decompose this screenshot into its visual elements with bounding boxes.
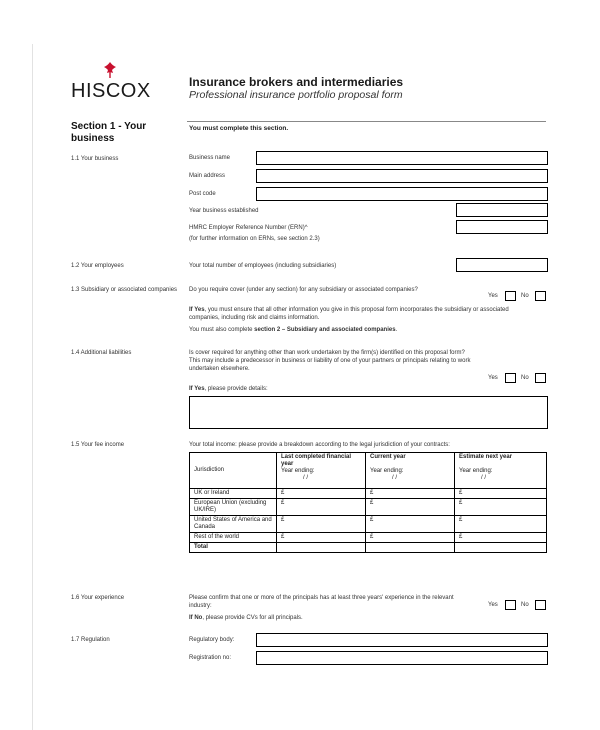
post-code-field[interactable]	[256, 187, 548, 201]
current-year-ending: Year ending:	[370, 468, 404, 474]
q14-text: Is cover required for anything other than work undertaken by the firm(s) identified on this proposal form? This may include a predecessor in business or liability of one of your partners or principals relating to work undertaken elsewhere.	[189, 350, 471, 372]
q15-label: 1.5 Your fee income	[71, 442, 125, 448]
business-name-label: Business name	[189, 155, 231, 161]
cell-amount[interactable]: £	[455, 499, 547, 516]
row-european-union: European Union (excluding UK/IRE)	[190, 499, 277, 516]
row-rest-of-world: Rest of the world	[190, 533, 277, 543]
table-row	[190, 533, 547, 543]
section-instruction: You must complete this section.	[189, 125, 289, 132]
q14-details-field[interactable]	[189, 396, 548, 429]
q14-no-checkbox[interactable]	[535, 373, 546, 383]
q13-complete-bold: section 2 – Subsidiary and associated companies	[254, 327, 396, 333]
header-last-year-title: Last completed financial year	[281, 454, 352, 467]
main-address-label: Main address	[189, 173, 226, 179]
cell-total[interactable]	[366, 543, 455, 553]
row-total: Total	[190, 543, 277, 553]
current-year-date[interactable]: / /	[392, 475, 398, 481]
q13-yes-checkbox[interactable]	[505, 291, 516, 301]
q12-text: Your total number of employees (including subsidiaries)	[189, 263, 337, 269]
cell-amount[interactable]: £	[277, 499, 366, 516]
q13-complete-prefix: You must also complete	[189, 327, 255, 333]
q13-complete-suffix: .	[395, 327, 398, 333]
ern-field[interactable]	[456, 220, 548, 234]
section-divider	[187, 121, 546, 122]
table-header-row	[190, 453, 547, 489]
cell-amount[interactable]: £	[277, 533, 366, 543]
cell-amount[interactable]: £	[455, 516, 547, 533]
registration-no-label: Registration no:	[189, 655, 232, 661]
last-year-ending: Year ending:	[281, 468, 315, 474]
q14-no-label: No	[521, 375, 529, 381]
header-last-year	[277, 453, 366, 489]
regulatory-body-label: Regulatory body:	[189, 637, 235, 643]
cell-amount[interactable]: £	[277, 516, 366, 533]
q16-no-label: No	[521, 602, 529, 608]
cell-amount[interactable]: £	[277, 489, 366, 499]
next-year-date[interactable]: / /	[481, 475, 487, 481]
section-title: Section 1 - Your business	[71, 121, 147, 144]
q13-if-yes	[189, 306, 534, 322]
cell-amount[interactable]: £	[455, 489, 547, 499]
q16-yes-label: Yes	[488, 602, 498, 608]
cell-amount[interactable]: £	[366, 533, 455, 543]
cell-amount[interactable]: £	[366, 489, 455, 499]
q17-label: 1.7 Regulation	[71, 637, 110, 643]
main-address-field[interactable]	[256, 169, 548, 183]
fee-income-table	[189, 452, 547, 553]
header-next-year-title: Estimate next year	[459, 454, 513, 460]
q13-complete-note	[189, 326, 539, 334]
row-uk-ireland: UK or Ireland	[190, 489, 277, 499]
q12-label: 1.2 Your employees	[71, 263, 124, 269]
q13-if-yes-prefix: If Yes	[189, 307, 205, 313]
cell-amount[interactable]: £	[455, 533, 547, 543]
next-year-ending: Year ending:	[459, 468, 493, 474]
brand-name: HISCOX	[71, 80, 151, 102]
registration-no-field[interactable]	[256, 651, 548, 665]
header-current-year-title: Current year	[370, 454, 406, 460]
q13-text: Do you require cover (under any section) for any subsidiary or associated companies?	[189, 287, 418, 293]
q14-if-yes	[189, 385, 268, 393]
cell-amount[interactable]: £	[366, 499, 455, 516]
year-established-label: Year business established	[189, 208, 259, 214]
ern-label: HMRC Employer Reference Number (ERN)^	[189, 225, 308, 231]
ern-note: (for further information on ERNs, see section 2.3)	[189, 236, 320, 242]
q11-label: 1.1 Your business	[71, 156, 119, 162]
page-margin-rule	[32, 44, 33, 730]
last-year-date[interactable]: / /	[303, 475, 309, 481]
document-title: Insurance brokers and intermediaries	[189, 75, 404, 89]
table-row	[190, 516, 547, 533]
table-row	[190, 499, 547, 516]
regulatory-body-field[interactable]	[256, 633, 548, 647]
row-usa-canada: United States of America and Canada	[190, 516, 277, 533]
q14-if-yes-text: , please provide details:	[204, 386, 268, 392]
cell-amount[interactable]: £	[366, 516, 455, 533]
q13-no-label: No	[521, 293, 529, 299]
q13-if-yes-text: , you must ensure that all other information you give in this proposal form incorporates the subsidiary or associated companies, including risk and claims information.	[189, 307, 509, 321]
q16-yes-checkbox[interactable]	[505, 600, 516, 610]
q15-text: Your total income: please provide a breakdown according to the legal jurisdiction of your contracts:	[189, 442, 450, 448]
q16-no-checkbox[interactable]	[535, 600, 546, 610]
header-next-year	[455, 453, 547, 489]
table-row	[190, 543, 547, 553]
q16-if-no-text: , please provide CVs for all principals.	[202, 615, 303, 621]
q13-label: 1.3 Subsidiary or associated companies	[71, 287, 178, 293]
header-current-year	[366, 453, 455, 489]
hiscox-thistle-icon	[102, 61, 118, 79]
q14-label: 1.4 Additional liabilities	[71, 350, 132, 356]
cell-total[interactable]	[455, 543, 547, 553]
year-established-field[interactable]	[456, 203, 548, 217]
q14-if-yes-prefix: If Yes	[189, 386, 205, 392]
employees-field[interactable]	[456, 258, 548, 272]
q16-label: 1.6 Your experience	[71, 595, 125, 601]
q14-yes-label: Yes	[488, 375, 498, 381]
q13-no-checkbox[interactable]	[535, 291, 546, 301]
q16-if-no-prefix: If No	[189, 615, 203, 621]
post-code-label: Post code	[189, 191, 216, 197]
document-subtitle: Professional insurance portfolio proposal form	[189, 89, 403, 101]
cell-total[interactable]	[277, 543, 366, 553]
q13-yes-label: Yes	[488, 293, 498, 299]
table-row	[190, 489, 547, 499]
q14-yes-checkbox[interactable]	[505, 373, 516, 383]
header-jurisdiction: Jurisdiction	[190, 453, 277, 489]
q16-if-no	[189, 614, 303, 622]
business-name-field[interactable]	[256, 151, 548, 165]
q16-text: Please confirm that one or more of the principals has at least three years' experience in the relevant industry:	[189, 595, 454, 609]
